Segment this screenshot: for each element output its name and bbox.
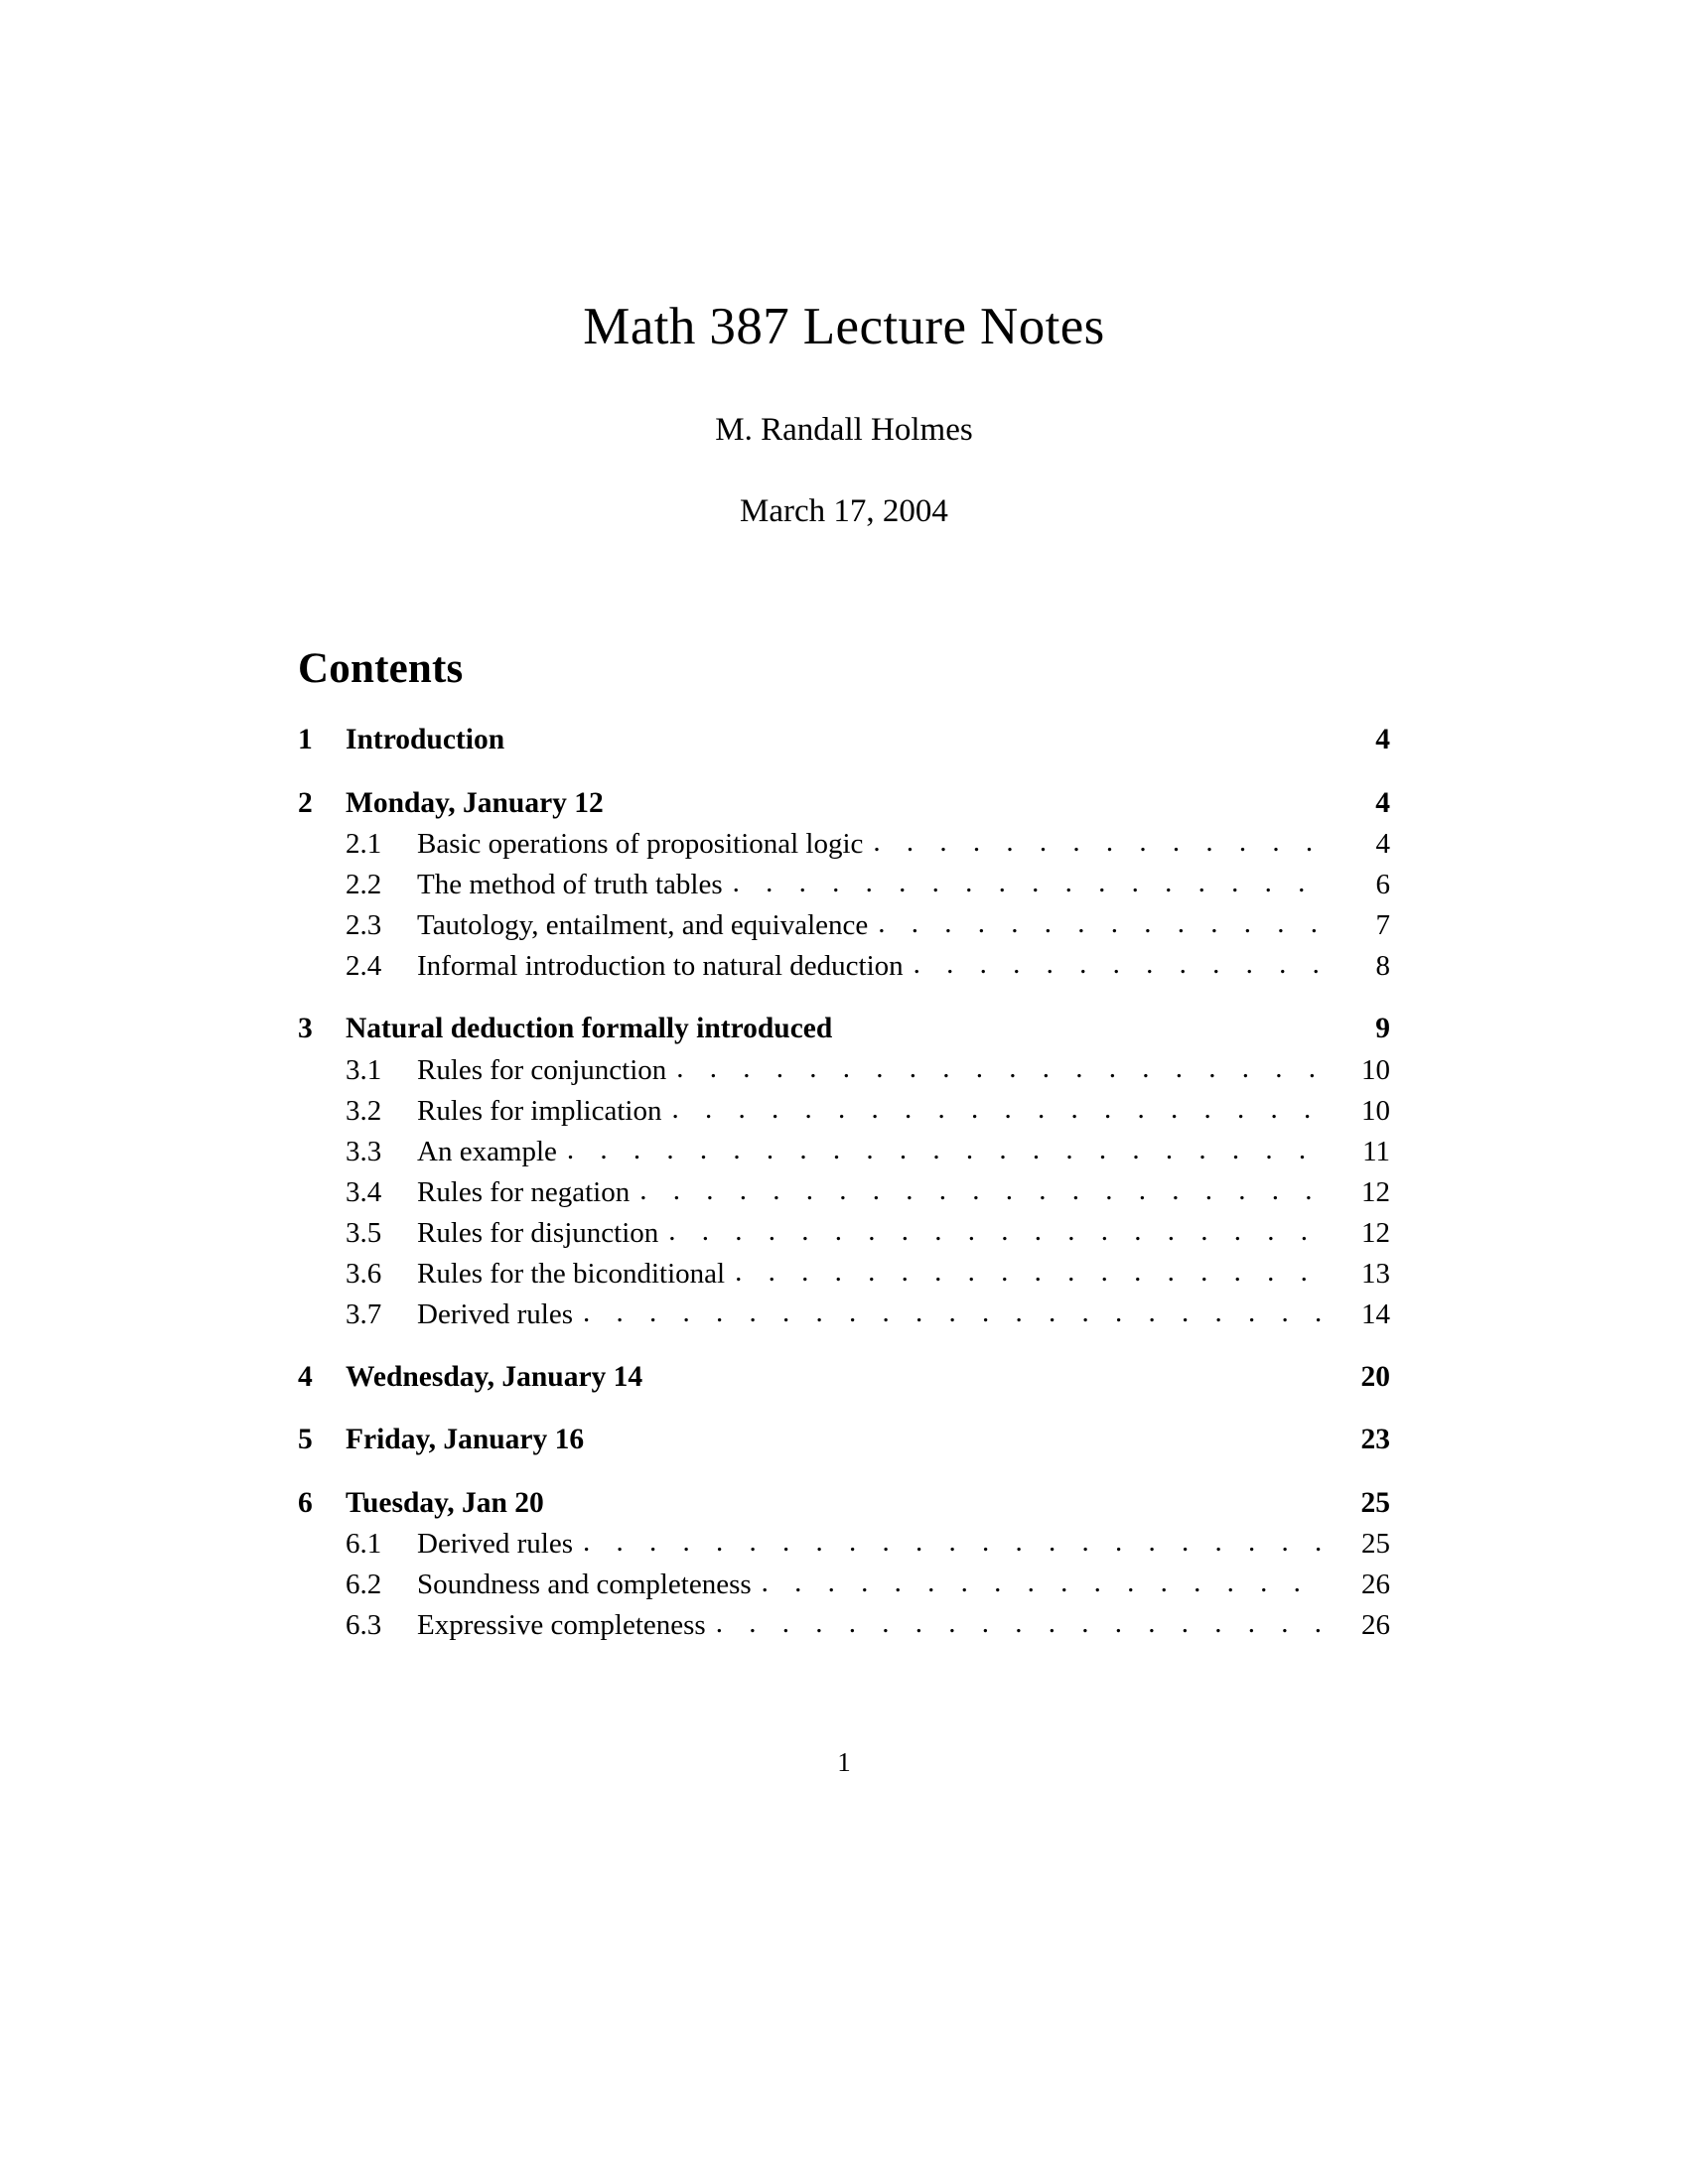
toc-entry-title[interactable]: Tuesday, Jan 20 bbox=[346, 1486, 544, 1519]
toc-entry-title[interactable]: Derived rules bbox=[417, 1297, 574, 1330]
toc-entry-number: 3.6 bbox=[346, 1257, 382, 1290]
toc-subsection-row[interactable] bbox=[298, 1216, 1390, 1249]
toc-entry-number: 6.1 bbox=[346, 1528, 382, 1561]
toc-dot-leader bbox=[583, 1298, 1327, 1327]
toc-dot-leader bbox=[567, 1136, 1327, 1164]
toc-dot-leader bbox=[639, 1176, 1327, 1205]
toc-dot-leader bbox=[676, 1054, 1327, 1083]
toc-entry-number: 6.3 bbox=[346, 1609, 382, 1642]
toc-entry-title[interactable]: Rules for conjunction bbox=[417, 1053, 667, 1086]
document-author: M. Randall Holmes bbox=[715, 412, 973, 449]
toc-entry-number: 2.4 bbox=[346, 950, 382, 983]
toc-entry-number: 5 bbox=[298, 1424, 313, 1456]
toc-subsection-row[interactable] bbox=[298, 871, 1390, 899]
toc-entry-page-number: 12 bbox=[1361, 1216, 1390, 1249]
toc-subsection-row[interactable] bbox=[298, 911, 1390, 940]
toc-entry-page-number: 7 bbox=[1375, 909, 1390, 942]
toc-dot-leader bbox=[735, 1258, 1327, 1287]
toc-entry-page-number: 4 bbox=[1375, 828, 1390, 861]
toc-entry-title[interactable]: Wednesday, January 14 bbox=[346, 1360, 643, 1393]
toc-subsection-row[interactable] bbox=[298, 1257, 1390, 1290]
toc-entry-number: 3.4 bbox=[346, 1175, 382, 1208]
toc-entry-page-number: 11 bbox=[1362, 1135, 1390, 1167]
toc-entry-number: 4 bbox=[298, 1360, 313, 1393]
toc-entry-title[interactable]: Introduction bbox=[346, 724, 505, 756]
toc-entry-number: 3.7 bbox=[346, 1297, 382, 1330]
toc-entry-number: 3.1 bbox=[346, 1053, 382, 1086]
toc-dot-leader bbox=[583, 1528, 1327, 1557]
toc-subsection-row[interactable] bbox=[298, 1530, 1390, 1559]
toc-entry-title[interactable]: An example bbox=[417, 1135, 557, 1167]
toc-entry-number: 2 bbox=[298, 786, 313, 819]
toc-entry-page-number: 13 bbox=[1361, 1257, 1390, 1290]
toc-subsection-row[interactable] bbox=[298, 1094, 1390, 1127]
toc-section-row[interactable] bbox=[298, 1486, 1390, 1519]
toc-entry-page-number: 8 bbox=[1375, 950, 1390, 983]
toc-section-row[interactable] bbox=[298, 1426, 1390, 1455]
toc-entry-title[interactable]: Rules for the biconditional bbox=[417, 1257, 726, 1290]
title-block bbox=[0, 298, 1688, 529]
toc-entry-title[interactable]: Soundness and completeness bbox=[417, 1569, 752, 1601]
toc-dot-leader bbox=[716, 1609, 1327, 1638]
toc-entry-page-number: 14 bbox=[1361, 1297, 1390, 1330]
toc-section-row[interactable] bbox=[298, 1015, 1390, 1044]
toc-subsection-row[interactable] bbox=[298, 1297, 1390, 1330]
page-title: Math 387 Lecture Notes bbox=[583, 298, 1105, 355]
toc-entry-page-number: 25 bbox=[1360, 1486, 1390, 1519]
toc-entry-page-number: 12 bbox=[1361, 1175, 1390, 1208]
toc-dot-leader bbox=[733, 869, 1327, 897]
toc-entry-number: 2.1 bbox=[346, 828, 382, 861]
toc-entry-title[interactable]: Derived rules bbox=[417, 1528, 574, 1561]
toc-entry-title[interactable]: Basic operations of propositional logic bbox=[417, 828, 864, 861]
toc-dot-leader bbox=[878, 909, 1327, 938]
toc-list bbox=[298, 726, 1390, 1640]
page-footer bbox=[0, 1747, 1688, 1778]
toc-entry-page-number: 6 bbox=[1375, 869, 1390, 901]
toc-entry-number: 3.5 bbox=[346, 1216, 382, 1249]
toc-entry-title[interactable]: Rules for implication bbox=[417, 1094, 662, 1127]
toc-subsection-row[interactable] bbox=[298, 1175, 1390, 1208]
toc-entry-page-number: 4 bbox=[1375, 724, 1390, 756]
toc-entry-number: 3 bbox=[298, 1013, 313, 1045]
toc-entry-page-number: 10 bbox=[1361, 1094, 1390, 1127]
toc-dot-leader bbox=[873, 828, 1327, 857]
toc-entry-number: 6.2 bbox=[346, 1569, 382, 1601]
toc-entry-number: 3.3 bbox=[346, 1135, 382, 1167]
toc-entry-title[interactable]: The method of truth tables bbox=[417, 869, 723, 901]
footer-page-number: 1 bbox=[837, 1747, 851, 1777]
toc-subsection-row[interactable] bbox=[298, 1053, 1390, 1086]
toc-dot-leader bbox=[914, 950, 1327, 979]
toc-entry-title[interactable]: Natural deduction formally introduced bbox=[346, 1013, 833, 1045]
toc-entry-title[interactable]: Rules for negation bbox=[417, 1175, 631, 1208]
toc-section-row[interactable] bbox=[298, 786, 1390, 819]
toc-entry-page-number: 23 bbox=[1360, 1424, 1390, 1456]
toc-dot-leader bbox=[762, 1569, 1327, 1597]
document-date: March 17, 2004 bbox=[740, 492, 948, 529]
toc-dot-leader bbox=[671, 1095, 1327, 1124]
toc-subsection-row[interactable] bbox=[298, 1611, 1390, 1640]
toc-entry-page-number: 26 bbox=[1361, 1609, 1390, 1642]
toc-section-row[interactable] bbox=[298, 1360, 1390, 1393]
toc-entry-page-number: 20 bbox=[1360, 1360, 1390, 1393]
toc-entry-page-number: 9 bbox=[1375, 1013, 1390, 1045]
toc-entry-number: 2.2 bbox=[346, 869, 382, 901]
toc-entry-title[interactable]: Informal introduction to natural deduction bbox=[417, 950, 904, 983]
toc-entry-page-number: 4 bbox=[1375, 786, 1390, 819]
toc-entry-number: 2.3 bbox=[346, 909, 382, 942]
toc-subsection-row[interactable] bbox=[298, 952, 1390, 981]
toc-entry-page-number: 25 bbox=[1361, 1528, 1390, 1561]
toc-entry-page-number: 26 bbox=[1361, 1569, 1390, 1601]
toc-entry-title[interactable]: Friday, January 16 bbox=[346, 1424, 585, 1456]
toc-subsection-row[interactable] bbox=[298, 830, 1390, 859]
toc-dot-leader bbox=[668, 1217, 1327, 1246]
toc-entry-number: 3.2 bbox=[346, 1094, 382, 1127]
toc-entry-title[interactable]: Tautology, entailment, and equivalence bbox=[417, 909, 869, 942]
toc-entry-number: 1 bbox=[298, 724, 313, 756]
toc-subsection-row[interactable] bbox=[298, 1570, 1390, 1599]
contents-heading: Contents bbox=[298, 645, 464, 692]
table-of-contents bbox=[298, 645, 1390, 1640]
toc-entry-page-number: 10 bbox=[1361, 1053, 1390, 1086]
toc-entry-title[interactable]: Monday, January 12 bbox=[346, 786, 604, 819]
toc-entry-number: 6 bbox=[298, 1486, 313, 1519]
toc-section-row[interactable] bbox=[298, 726, 1390, 755]
toc-entry-title[interactable]: Expressive completeness bbox=[417, 1609, 706, 1642]
toc-entry-title[interactable]: Rules for disjunction bbox=[417, 1216, 659, 1249]
toc-subsection-row[interactable] bbox=[298, 1135, 1390, 1167]
